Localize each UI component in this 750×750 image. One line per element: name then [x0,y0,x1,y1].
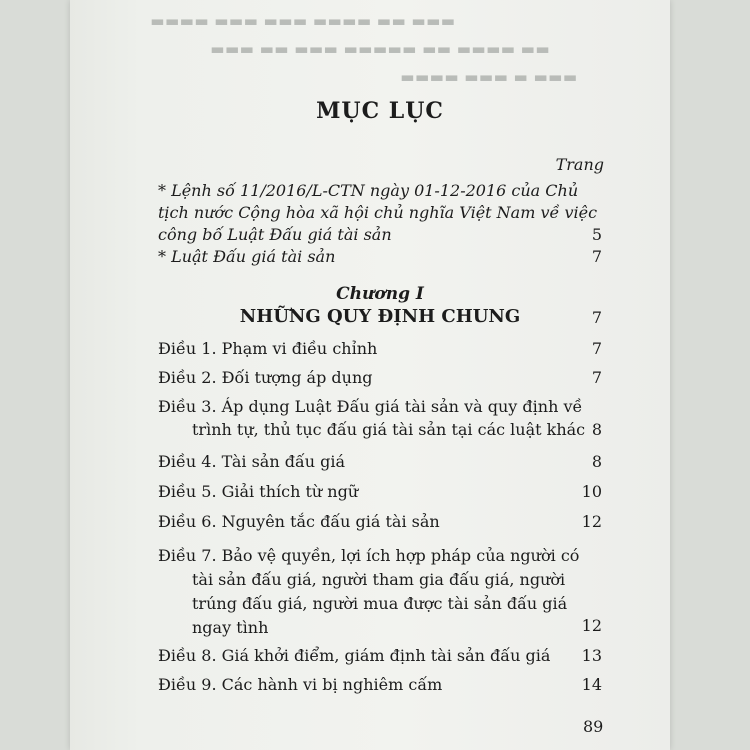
toc-page-number: 12 [581,512,602,531]
toc-intro-line: * Lệnh số 11/2016/L-CTN ngày 01-12-2016 của Chủ [158,181,579,200]
toc-entry: Điều 8. Giá khởi điểm, giám định tài sản đấu giá [158,646,551,665]
chapter-title: NHỮNG QUY ĐỊNH CHUNG [239,306,521,327]
toc-entry-continuation: trình tự, thủ tục đấu giá tài sản tại các luật khác [192,420,586,439]
toc-page-number: 7 [591,247,602,266]
toc-page-number: 14 [581,675,602,694]
toc-page-number: 5 [591,225,602,244]
toc-entry: Điều 7. Bảo vệ quyền, lợi ích hợp pháp của người có [158,546,580,565]
toc-entry-continuation: ngay tình [192,618,269,637]
toc-page-number: 8 [591,420,602,439]
toc-entry: Điều 1. Phạm vi điều chỉnh [158,339,378,358]
toc-intro-line: tịch nước Cộng hòa xã hội chủ nghĩa Việt Nam về việc [158,203,598,222]
chapter-label: Chương I [336,284,424,304]
toc-page-number: 7 [591,339,602,358]
toc-page-number: 8 [591,452,602,471]
bleed-through-text: ▬▬▬ ▬ ▬▬▬ ▬▬▬▬ [400,68,578,86]
toc-entry: Điều 2. Đối tượng áp dụng [158,368,373,387]
toc-page-number: 10 [581,482,602,501]
toc-page-number: 7 [591,368,602,387]
page-column-label: Trang [555,155,604,174]
toc-entry-continuation: tài sản đấu giá, người tham gia đấu giá, người [192,570,566,589]
bleed-through-text: ▬▬ ▬▬▬▬ ▬▬ ▬▬▬▬▬ ▬▬▬ ▬▬ ▬▬▬ [210,40,550,58]
toc-entry-continuation: trúng đấu giá, người mua được tài sản đấu giá [192,594,568,613]
toc-page-number: 12 [581,616,602,635]
page-number: 89 [583,717,604,736]
toc-entry: Điều 5. Giải thích từ ngữ [158,482,359,501]
toc-entry: Điều 4. Tài sản đấu giá [158,452,346,471]
toc-entry: Điều 9. Các hành vi bị nghiêm cấm [158,675,443,694]
toc-entry: Điều 3. Áp dụng Luật Đấu giá tài sản và quy định về [158,397,583,416]
toc-intro-line: công bố Luật Đấu giá tài sản [158,225,392,244]
bleed-through-text: ▬▬▬ ▬▬ ▬▬▬▬ ▬▬▬ ▬▬▬ ▬▬▬▬ [150,12,456,30]
toc-intro-line: * Luật Đấu giá tài sản [158,247,336,266]
page-title: MỤC LỤC [316,98,444,124]
toc-entry: Điều 6. Nguyên tắc đấu giá tài sản [158,512,440,531]
toc-page-number: 13 [581,646,602,665]
toc-page-number: 7 [591,308,602,327]
